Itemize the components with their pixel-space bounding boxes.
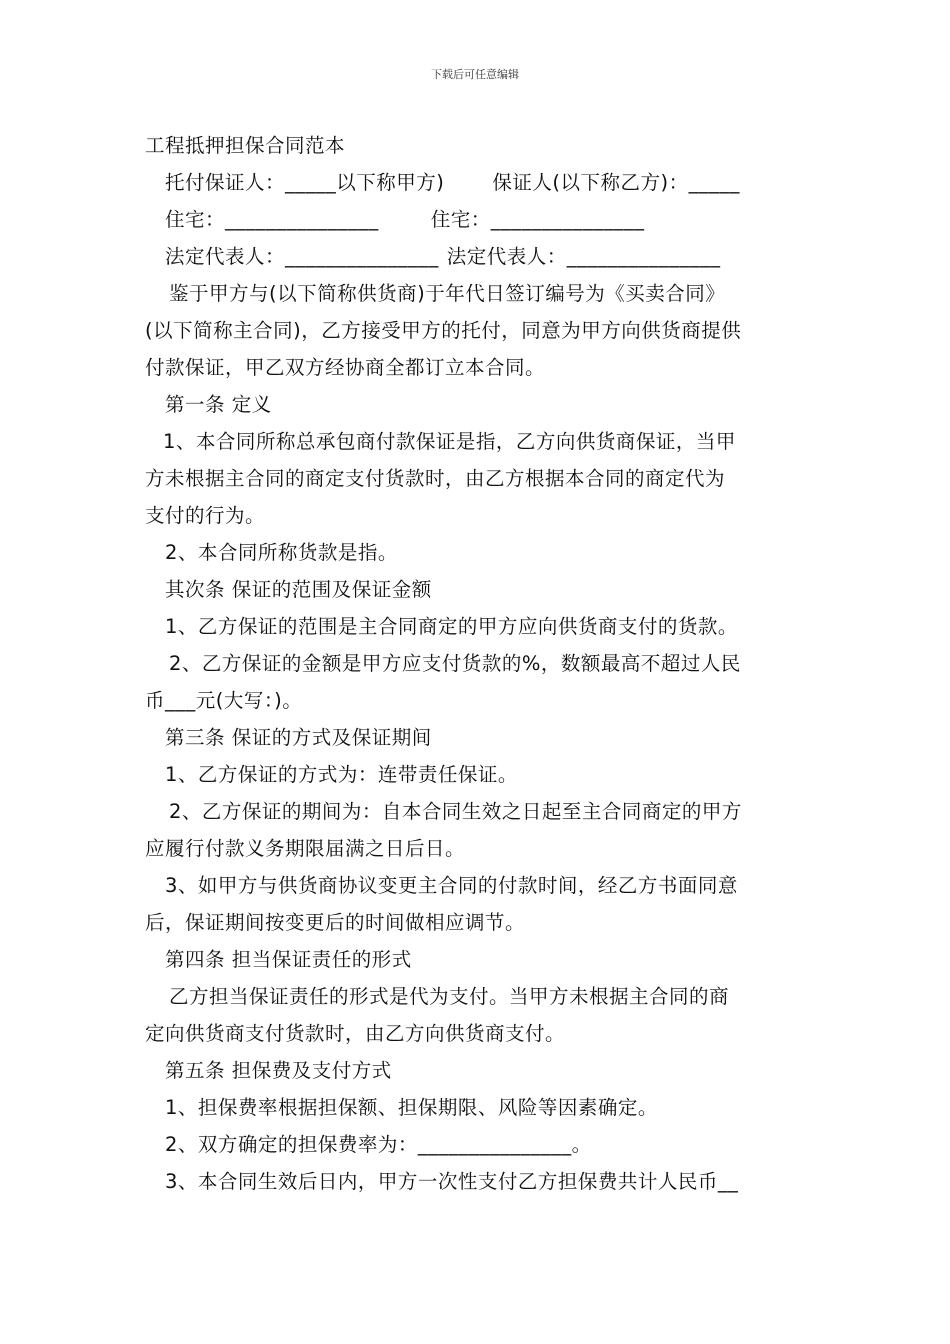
paragraph-line: 2、乙方保证的金额是甲方应支付货款的%，数额最高不超过人民 [169, 652, 741, 675]
paragraph-line: 付款保证，甲乙双方经协商全都订立本合同。 [145, 356, 546, 379]
paragraph-line: 2、本合同所称货款是指。 [165, 541, 398, 564]
paragraph-line: 3、如甲方与供货商协议变更主合同的付款时间，经乙方书面同意 [165, 874, 738, 897]
paragraph-line: 乙方担当保证责任的形式是代为支付。当甲方未根据主合同的商 [169, 985, 730, 1008]
section-heading: 其次条 保证的范围及保证金额 [165, 578, 432, 601]
section-heading: 第四条 担当保证责任的形式 [165, 948, 412, 971]
section-heading: 第三条 保证的方式及保证期间 [165, 726, 432, 749]
paragraph-line: 1、担保费率根据担保额、担保期限、风险等因素确定。 [165, 1096, 658, 1119]
client-guarantor-field: 托付保证人：_____以下称甲方) [165, 171, 445, 194]
paragraph-line: 鉴于甲方与(以下简称供货商)于年代日签订编号为《买卖合同》 [169, 282, 726, 305]
address-a-field: 住宅：_______________ [165, 208, 379, 231]
page-header: 下载后可任意编辑 [431, 68, 519, 81]
paragraph-line: 应履行付款义务期限届满之日后日。 [145, 837, 466, 860]
representative-a-field: 法定代表人：_______________ [165, 245, 439, 268]
paragraph-line: 币___元(大写：)。 [145, 689, 303, 712]
document-title: 工程抵押担保合同范本 [145, 134, 346, 157]
guarantor-field: 保证人(以下称乙方)：_____ [492, 171, 740, 194]
paragraph-line: 1、本合同所称总承包商付款保证是指，乙方向供货商保证，当甲 [163, 430, 736, 453]
party-line [145, 164, 825, 201]
section-heading: 第五条 担保费及支付方式 [165, 1059, 392, 1082]
representative-line [145, 238, 825, 275]
address-b-field: 住宅：_______________ [430, 208, 645, 231]
section-heading: 第一条 定义 [165, 393, 272, 416]
paragraph-line: 2、双方确定的担保费率为：_______________。 [165, 1133, 592, 1156]
paragraph-line: 1、乙方保证的范围是主合同商定的甲方应向供货商支付的货款。 [165, 615, 738, 638]
paragraph-line: 支付的行为。 [145, 504, 266, 527]
paragraph-line: 方未根据主合同的商定支付货款时，由乙方根据本合同的商定代为 [145, 467, 726, 490]
paragraph-line: 1、乙方保证的方式为：连带责任保证。 [165, 763, 518, 786]
document-body [145, 127, 825, 1200]
paragraph-line: 定向供货商支付货款时，由乙方向供货商支付。 [145, 1022, 566, 1045]
representative-b-field: 法定代表人：_______________ [446, 245, 721, 268]
paragraph-line: 后，保证期间按变更后的时间做相应调节。 [145, 911, 526, 934]
paragraph-line: 2、乙方保证的期间为：自本合同生效之日起至主合同商定的甲方 [169, 800, 742, 823]
paragraph-line: (以下简称主合同)，乙方接受甲方的托付，同意为甲方向供货商提供 [145, 319, 742, 342]
address-line [145, 201, 825, 238]
paragraph-line: 3、本合同生效后日内，甲方一次性支付乙方担保费共计人民币__ [165, 1170, 739, 1193]
